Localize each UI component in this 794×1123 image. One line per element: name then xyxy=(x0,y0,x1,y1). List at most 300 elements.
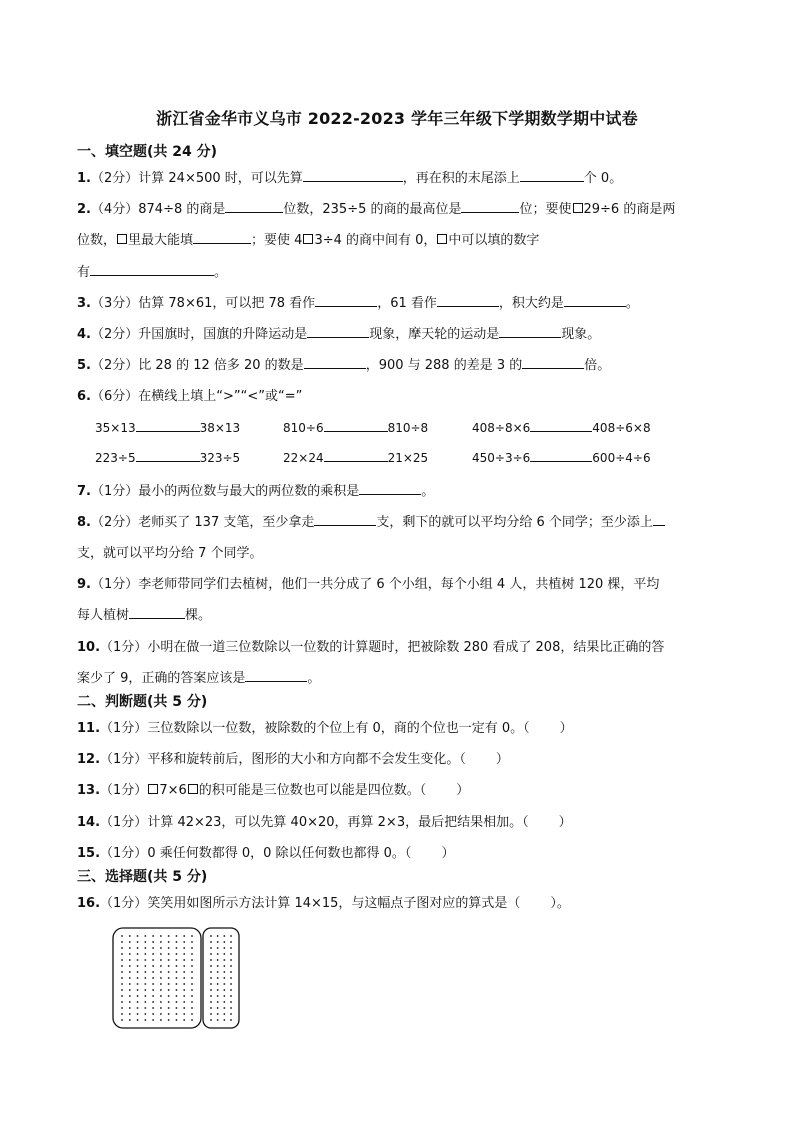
dot xyxy=(129,941,131,943)
dot xyxy=(168,1019,170,1021)
question-text: 小明在做一道三位数除以一位数的计算题时，把被除数 280 看成了 208，结果比正确的答 xyxy=(147,640,665,655)
question-text: 老师买了 137 支笔，至少拿走 xyxy=(138,515,315,530)
dot xyxy=(176,989,178,991)
question-text: 现象，摩天轮的运动是 xyxy=(369,327,500,342)
question-text: 。 xyxy=(214,265,228,280)
dot xyxy=(217,953,219,955)
compare-right: 21×25 xyxy=(387,451,429,465)
compare-left: 35×13 xyxy=(95,421,136,435)
dot xyxy=(129,995,131,997)
question-score: （1分） xyxy=(100,640,148,655)
dot xyxy=(121,1001,123,1003)
dot xyxy=(217,935,219,937)
question-score: （2分） xyxy=(90,171,139,186)
question-text: 最小的两位数与最大的两位数的乘积是 xyxy=(138,484,360,499)
dot xyxy=(183,965,185,967)
dot xyxy=(230,1019,232,1021)
compare-item xyxy=(283,418,428,435)
dot xyxy=(160,935,162,937)
question-8-line-2 xyxy=(77,542,263,561)
blank-box-icon xyxy=(148,784,158,794)
question-text: 平移和旋转前后，图形的大小和方向都不会发生变化。（ xyxy=(147,752,466,767)
dot xyxy=(168,989,170,991)
dot xyxy=(144,971,146,973)
dot xyxy=(191,1007,193,1009)
dot xyxy=(144,1019,146,1021)
dot xyxy=(121,941,123,943)
question-number: 9. xyxy=(77,577,91,592)
dot xyxy=(210,941,212,943)
question-9-line-2 xyxy=(77,604,211,623)
dot xyxy=(230,965,232,967)
dot xyxy=(183,941,185,943)
dot xyxy=(183,935,185,937)
dot xyxy=(121,935,123,937)
compare-left: 22×24 xyxy=(283,451,324,465)
question-text: 里最大能填 xyxy=(128,233,194,248)
answer-blank[interactable] xyxy=(564,293,626,307)
dot xyxy=(121,971,123,973)
dot xyxy=(176,1013,178,1015)
dot xyxy=(144,941,146,943)
blank-box-icon xyxy=(188,784,198,794)
question-text: 的积可能是三位数也可以能是四位数。（ xyxy=(198,783,427,798)
dot xyxy=(160,1013,162,1015)
compare-right: 408÷6×8 xyxy=(592,421,651,435)
dot xyxy=(168,977,170,979)
question-16 xyxy=(77,892,570,911)
dot-group-right-outline xyxy=(203,928,239,1028)
dot xyxy=(183,983,185,985)
dot xyxy=(129,989,131,991)
dot xyxy=(230,959,232,961)
dot xyxy=(168,983,170,985)
question-text: 7×6 xyxy=(159,783,187,798)
question-text: 个 0。 xyxy=(583,171,623,186)
dot xyxy=(121,983,123,985)
question-9 xyxy=(77,573,659,592)
answer-blank[interactable] xyxy=(359,481,421,495)
dot xyxy=(144,1007,146,1009)
dot xyxy=(176,1007,178,1009)
section-multiple-choice: 三、选择题(共 5 分) xyxy=(77,869,208,885)
dot-group-left-outline xyxy=(113,928,201,1028)
question-number: 10. xyxy=(77,640,101,655)
dot xyxy=(230,995,232,997)
answer-blank[interactable] xyxy=(129,605,185,619)
dot xyxy=(223,959,225,961)
dot xyxy=(160,1007,162,1009)
dot xyxy=(152,965,154,967)
dot xyxy=(191,1019,193,1021)
compare-right: 810÷8 xyxy=(387,421,429,435)
dot xyxy=(152,947,154,949)
answer-blank[interactable] xyxy=(315,293,377,307)
dot xyxy=(183,1001,185,1003)
compare-item xyxy=(472,418,651,435)
question-text: 李老师带同学们去植树，他们一共分成了 6 个小组，每个小组 4 人，共植树 120 棵，平均 xyxy=(138,577,660,592)
question-score: （3分） xyxy=(90,296,139,311)
dot xyxy=(160,947,162,949)
question-score: （1分） xyxy=(90,484,139,499)
dot xyxy=(210,935,212,937)
dot xyxy=(152,935,154,937)
answer-blank[interactable] xyxy=(437,293,499,307)
dot xyxy=(176,935,178,937)
dot-layer xyxy=(121,935,232,1021)
question-number: 4. xyxy=(77,327,91,342)
dot xyxy=(137,1013,139,1015)
question-number: 1. xyxy=(77,171,91,186)
question-score: （6分） xyxy=(90,389,139,404)
dot xyxy=(129,1007,131,1009)
dot xyxy=(223,941,225,943)
dot xyxy=(191,1001,193,1003)
question-12 xyxy=(77,748,509,767)
dot xyxy=(152,983,154,985)
dot xyxy=(137,971,139,973)
question-text: 比 28 的 12 倍多 20 的数是 xyxy=(138,358,304,373)
dot xyxy=(160,1001,162,1003)
question-number: 12. xyxy=(77,752,101,767)
dot xyxy=(152,1007,154,1009)
answer-blank[interactable] xyxy=(324,448,388,462)
dot xyxy=(137,977,139,979)
dot xyxy=(160,989,162,991)
dot xyxy=(210,965,212,967)
dot xyxy=(230,971,232,973)
dot xyxy=(217,1013,219,1015)
question-score: （1分） xyxy=(100,896,148,911)
dot xyxy=(121,953,123,955)
answer-blank[interactable] xyxy=(520,168,584,182)
question-2 xyxy=(77,198,675,217)
dot xyxy=(217,1007,219,1009)
question-7 xyxy=(77,480,434,499)
dot xyxy=(183,989,185,991)
dot xyxy=(144,1013,146,1015)
answer-blank[interactable] xyxy=(499,324,561,338)
question-text: ；要使 4 xyxy=(251,233,303,248)
dot xyxy=(223,995,225,997)
question-number: 6. xyxy=(77,389,91,404)
dot xyxy=(191,965,193,967)
question-6 xyxy=(77,385,302,404)
question-text: 支，就可以平均分给 7 个同学。 xyxy=(77,546,263,561)
dot xyxy=(168,959,170,961)
dot xyxy=(217,989,219,991)
dot xyxy=(121,1019,123,1021)
dot xyxy=(129,953,131,955)
question-text: ） xyxy=(558,815,572,830)
dot xyxy=(152,1001,154,1003)
dot xyxy=(230,1007,232,1009)
dot xyxy=(121,995,123,997)
dot xyxy=(223,983,225,985)
answer-blank[interactable] xyxy=(225,199,283,213)
dot xyxy=(129,935,131,937)
question-text: 三位数除以一位数，被除数的个位上有 0，商的个位也一定有 0。（ xyxy=(147,721,530,736)
section-true-false: 二、判断题(共 5 分) xyxy=(77,694,208,710)
question-text: 中可以填的数字 xyxy=(448,233,540,248)
dot xyxy=(210,1019,212,1021)
dot xyxy=(137,941,139,943)
dot xyxy=(191,935,193,937)
question-number: 16. xyxy=(77,896,101,911)
question-score: （2分） xyxy=(90,327,139,342)
dot xyxy=(191,983,193,985)
answer-blank[interactable] xyxy=(530,448,592,462)
question-text: 874÷8 的商是 xyxy=(138,202,226,217)
dot xyxy=(176,995,178,997)
dot xyxy=(152,1013,154,1015)
dot xyxy=(160,983,162,985)
dot xyxy=(230,977,232,979)
dot xyxy=(144,995,146,997)
dot xyxy=(176,947,178,949)
question-text: 案少了 9，正确的答案应该是 xyxy=(77,671,246,686)
blank-box-icon xyxy=(437,234,447,244)
dot xyxy=(210,995,212,997)
answer-blank[interactable] xyxy=(522,355,584,369)
dot xyxy=(230,935,232,937)
question-text: 。 xyxy=(625,296,639,311)
dot xyxy=(129,965,131,967)
question-text: 估算 78×61，可以把 78 看作 xyxy=(138,296,316,311)
question-score: （1分） xyxy=(100,846,148,861)
answer-blank[interactable] xyxy=(324,418,388,432)
dot xyxy=(223,971,225,973)
section-fill-blank: 一、填空题(共 24 分) xyxy=(77,144,218,160)
dot xyxy=(191,947,193,949)
answer-blank[interactable] xyxy=(245,668,307,682)
compare-item xyxy=(95,448,240,465)
dot xyxy=(137,959,139,961)
question-text: 每人植树 xyxy=(77,608,130,623)
dot xyxy=(191,1013,193,1015)
question-text: 29÷6 的商是两 xyxy=(583,202,676,217)
dot xyxy=(168,965,170,967)
question-text: 现象。 xyxy=(561,327,601,342)
dot xyxy=(217,995,219,997)
dot xyxy=(137,965,139,967)
dot xyxy=(160,965,162,967)
dot xyxy=(230,1013,232,1015)
question-text: ） xyxy=(441,846,455,861)
question-number: 7. xyxy=(77,484,91,499)
dot xyxy=(223,1013,225,1015)
dot xyxy=(183,959,185,961)
dot xyxy=(168,1001,170,1003)
question-number: 15. xyxy=(77,846,101,861)
dot xyxy=(137,1019,139,1021)
question-score: （4分） xyxy=(90,202,139,217)
question-text: ） xyxy=(495,752,509,767)
question-number: 13. xyxy=(77,783,101,798)
dot xyxy=(129,1013,131,1015)
dot xyxy=(129,983,131,985)
question-text: ） xyxy=(559,721,573,736)
answer-blank[interactable] xyxy=(303,168,403,182)
dot xyxy=(217,971,219,973)
dot xyxy=(217,983,219,985)
dot xyxy=(223,1019,225,1021)
dot xyxy=(144,947,146,949)
question-15 xyxy=(77,842,454,861)
dot xyxy=(137,935,139,937)
dot xyxy=(129,1001,131,1003)
dot xyxy=(217,977,219,979)
compare-left: 450÷3÷6 xyxy=(472,451,531,465)
question-text: 笑笑用如图所示方法计算 14×15，与这幅点子图对应的算式是（ xyxy=(147,896,521,911)
dot xyxy=(223,977,225,979)
question-2-line-2 xyxy=(77,229,539,248)
dot xyxy=(176,983,178,985)
answer-blank[interactable] xyxy=(314,512,376,526)
dot xyxy=(144,1001,146,1003)
dot xyxy=(217,959,219,961)
answer-blank[interactable] xyxy=(461,199,519,213)
question-number: 14. xyxy=(77,815,101,830)
dot xyxy=(160,995,162,997)
answer-blank[interactable] xyxy=(304,355,366,369)
dot xyxy=(191,941,193,943)
question-text: 有 xyxy=(77,265,91,280)
dot xyxy=(144,983,146,985)
question-5 xyxy=(77,354,610,373)
dot xyxy=(210,1001,212,1003)
dot xyxy=(176,1019,178,1021)
dot xyxy=(144,935,146,937)
answer-blank[interactable] xyxy=(530,418,592,432)
question-13 xyxy=(77,779,469,798)
dot xyxy=(160,971,162,973)
answer-blank[interactable] xyxy=(193,230,251,244)
dot xyxy=(152,989,154,991)
compare-item xyxy=(283,448,428,465)
dot xyxy=(160,977,162,979)
dot xyxy=(144,977,146,979)
dot xyxy=(191,971,193,973)
dot xyxy=(223,953,225,955)
dot xyxy=(191,995,193,997)
dot xyxy=(183,1007,185,1009)
question-11 xyxy=(77,717,573,736)
answer-blank[interactable] xyxy=(307,324,369,338)
dot xyxy=(223,1007,225,1009)
dot xyxy=(137,947,139,949)
dot xyxy=(121,1013,123,1015)
question-score: （1分） xyxy=(100,721,148,736)
dot xyxy=(183,977,185,979)
compare-item xyxy=(95,418,240,435)
dot xyxy=(176,953,178,955)
compare-left: 408÷8×6 xyxy=(472,421,531,435)
dot xyxy=(176,1001,178,1003)
dot xyxy=(129,1019,131,1021)
dot xyxy=(168,941,170,943)
dot xyxy=(121,959,123,961)
answer-blank[interactable] xyxy=(653,512,665,526)
compare-right: 600÷4÷6 xyxy=(592,451,651,465)
question-score: （1分） xyxy=(100,752,148,767)
dot xyxy=(144,959,146,961)
dot xyxy=(210,1007,212,1009)
dot xyxy=(168,971,170,973)
question-text: 位数，235÷5 的商的最高位是 xyxy=(283,202,462,217)
dot xyxy=(183,947,185,949)
question-number: 8. xyxy=(77,515,91,530)
dot xyxy=(144,989,146,991)
dot-array-figure xyxy=(110,925,245,1033)
answer-blank[interactable] xyxy=(90,262,214,276)
dot xyxy=(152,995,154,997)
dot xyxy=(137,995,139,997)
dot xyxy=(121,947,123,949)
question-text: 升国旗时，国旗的升降运动是 xyxy=(138,327,308,342)
dot xyxy=(176,977,178,979)
question-text: ，再在积的末尾添上 xyxy=(402,171,520,186)
question-number: 3. xyxy=(77,296,91,311)
dot xyxy=(137,989,139,991)
dot xyxy=(217,941,219,943)
question-text: 计算 42×23，可以先算 40×20，再算 2×3，最后把结果相加。（ xyxy=(147,815,529,830)
dot xyxy=(129,947,131,949)
blank-box-icon xyxy=(117,234,127,244)
dot xyxy=(168,947,170,949)
question-text: 计算 24×500 时，可以先算 xyxy=(138,171,303,186)
dot xyxy=(210,983,212,985)
dot xyxy=(230,941,232,943)
dot xyxy=(152,959,154,961)
dot xyxy=(210,1013,212,1015)
dot xyxy=(230,989,232,991)
dot xyxy=(168,995,170,997)
dot xyxy=(121,977,123,979)
question-text: 倍。 xyxy=(584,358,611,373)
dot xyxy=(223,1001,225,1003)
dot xyxy=(121,965,123,967)
question-10-line-2 xyxy=(77,667,320,686)
question-14 xyxy=(77,811,572,830)
dot xyxy=(137,983,139,985)
blank-box-icon xyxy=(303,234,313,244)
dot xyxy=(144,965,146,967)
question-text: ，61 看作 xyxy=(377,296,437,311)
dot xyxy=(152,971,154,973)
question-number: 11. xyxy=(77,721,101,736)
question-8 xyxy=(77,511,665,530)
question-text: 支，剩下的就可以平均分给 6 个同学；至少添上 xyxy=(376,515,653,530)
compare-right: 323÷5 xyxy=(199,451,241,465)
question-10 xyxy=(77,636,664,655)
dot xyxy=(210,971,212,973)
compare-left: 223÷5 xyxy=(95,451,136,465)
question-score: （1分） xyxy=(100,815,148,830)
dot xyxy=(223,989,225,991)
answer-blank[interactable] xyxy=(136,418,200,432)
question-1 xyxy=(77,167,622,186)
dot xyxy=(137,953,139,955)
dot xyxy=(210,989,212,991)
dot xyxy=(129,971,131,973)
answer-blank[interactable] xyxy=(136,448,200,462)
question-text: 位数， xyxy=(77,233,117,248)
question-text: 在横线上填上“>”“<”或“=” xyxy=(138,389,303,404)
question-text: ，900 与 288 的差是 3 的 xyxy=(365,358,523,373)
dot xyxy=(217,1019,219,1021)
question-text: ） xyxy=(456,783,470,798)
